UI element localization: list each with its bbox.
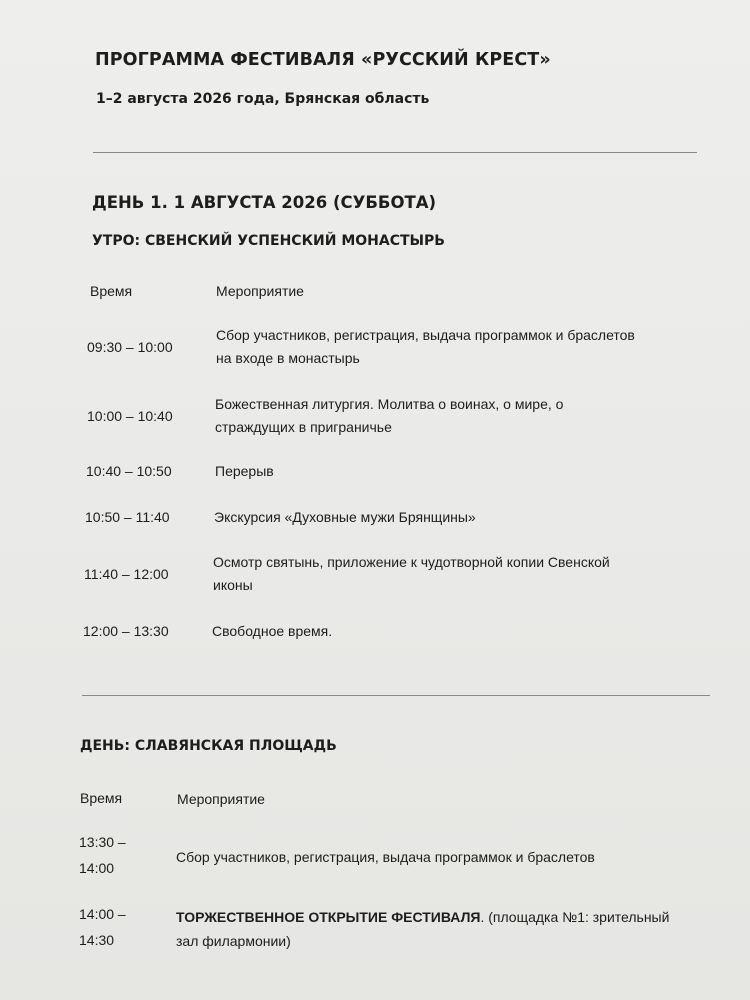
column-header-time: Время [80, 790, 123, 806]
divider-middle [82, 695, 710, 696]
page-subtitle: 1–2 августа 2026 года, Брянская область [96, 91, 430, 107]
row-event-line2: страждущих в приграничье [215, 419, 392, 435]
row-event-line1: Осмотр святынь, приложение к чудотворной копии Свенской [213, 554, 610, 570]
column-header-time: Время [90, 283, 133, 299]
day1-heading: ДЕНЬ 1. 1 АВГУСТА 2026 (СУББОТА) [92, 193, 437, 212]
divider-top [93, 152, 697, 153]
row-time-line1: 13:30 – [79, 834, 126, 850]
row-event-line2: иконы [213, 577, 253, 593]
row-event-line1: Божественная литургия. Молитва о воинах, о мире, о [215, 396, 564, 412]
row-time: 11:40 – 12:00 [84, 566, 169, 582]
afternoon-section-heading: ДЕНЬ: СЛАВЯНСКАЯ ПЛОЩАДЬ [80, 738, 337, 754]
row-time: 12:00 – 13:30 [83, 623, 169, 639]
opening-ceremony-label: ТОРЖЕСТВЕННОЕ ОТКРЫТИЕ ФЕСТИВАЛЯ [176, 909, 481, 925]
morning-section-heading: УТРО: СВЕНСКИЙ УСПЕНСКИЙ МОНАСТЫРЬ [92, 233, 445, 249]
row-event-line2: на входе в монастырь [216, 350, 360, 366]
row-event-line1 [176, 906, 669, 929]
row-time-line2: 14:30 [79, 932, 115, 948]
row-time: 10:50 – 11:40 [85, 509, 170, 525]
row-time: 10:40 – 10:50 [86, 463, 172, 479]
row-event-line1: Экскурсия «Духовные мужи Брянщины» [214, 509, 476, 525]
row-time: 09:30 – 10:00 [87, 339, 173, 355]
row-event-line1: Перерыв [215, 463, 274, 479]
column-header-event: Мероприятие [216, 283, 304, 299]
row-time: 10:00 – 10:40 [87, 408, 173, 424]
row-time-line1: 14:00 – [79, 906, 126, 922]
row-event-line2: зал филармонии) [176, 933, 291, 949]
row-event-line1: Сбор участников, регистрация, выдача программок и браслетов [176, 849, 595, 865]
row-time-line2: 14:00 [79, 860, 115, 876]
row-event-line1: Сбор участников, регистрация, выдача программок и браслетов [216, 327, 635, 343]
venue-note: . (площадка №1: зрительный [480, 909, 670, 925]
column-header-event: Мероприятие [177, 791, 265, 807]
row-event-line1: Свободное время. [212, 623, 333, 639]
page-title: ПРОГРАММА ФЕСТИВАЛЯ «РУССКИЙ КРЕСТ» [95, 50, 551, 70]
